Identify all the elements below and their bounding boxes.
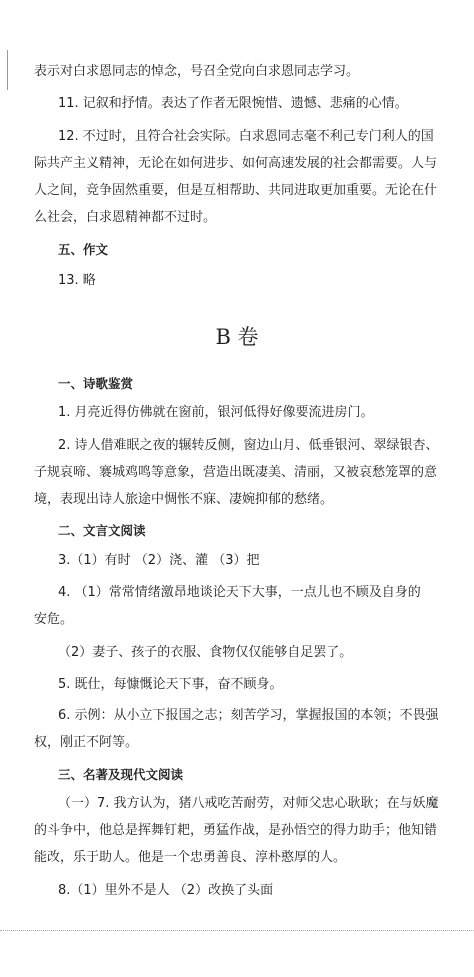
text-line: 际共产主义精神，无论在如何进步、如何高速发展的社会都需要。人与: [34, 156, 438, 171]
answer-13: 13. 略: [58, 273, 96, 288]
margin-rule: [7, 50, 8, 90]
answer-1: 1. 月亮近得仿佛就在窗前，银河低得好像要流进房门。: [58, 405, 374, 420]
answer-11: 11. 记叙和抒情。表达了作者无限惋惜、遗憾、悲痛的心情。: [58, 96, 408, 111]
answer-4: 4. （1）常常情绪激昂地谈论天下大事，一点儿也不顾及自身的: [58, 585, 421, 600]
section-heading: 二、文言文阅读: [58, 523, 146, 538]
text-line: 的斗争中，他总是挥舞钉耙，勇猛作战，是孙悟空的得力助手；他知错: [34, 823, 438, 838]
answer-7: （一）7. 我方认为，猪八戒吃苦耐劳，对师父忠心耿耿；在与妖魔: [58, 796, 439, 811]
answer-6: 6. 示例：从小立下报国之志；刻苦学习，掌握报国的本领；不畏强: [58, 708, 439, 723]
text-line: 权，刚正不阿等。: [34, 735, 139, 750]
answer-3: 3.（1）有时 （2）浇、灌 （3）把: [58, 553, 260, 568]
bottom-divider: [0, 930, 474, 931]
text-line: 安危。: [34, 612, 74, 627]
text-line: 子规哀啼、褰城鸡鸣等意象，营造出既凄美、清丽，又被哀愁笼罩的意: [34, 465, 438, 480]
text-line: 能改，乐于助人。他是一个忠勇善良、淳朴憨厚的人。: [34, 850, 347, 865]
text-line: 么社会，白求恩精神都不过时。: [34, 210, 217, 225]
answer-8: 8.（1）里外不是人 （2）改换了头面: [58, 883, 274, 898]
answer-5: 5. 既仕，每慷慨论天下事，奋不顾身。: [58, 677, 283, 692]
text-line: 表示对白求恩同志的悼念，号召全党向白求恩同志学习。: [34, 64, 360, 79]
answer-2: 2. 诗人借难眠之夜的辗转反侧，窗边山月、低垂银河、翠绿银杏、: [58, 438, 439, 453]
answer-12: 12. 不过时，且符合社会实际。白求恩同志毫不利己专门利人的国: [58, 129, 434, 144]
text-line: 人之间，竞争固然重要，但是互相帮助、共同进取更加重要。无论在什: [34, 183, 438, 198]
text-line: 境，表现出诗人旅途中惆怅不寐、凄婉抑郁的愁绪。: [34, 492, 334, 507]
answer-4-2: （2）妻子、孩子的衣服、食物仅仅能够自足罢了。: [58, 645, 353, 660]
section-heading: 五、作文: [58, 242, 109, 257]
section-heading: 三、名著及现代文阅读: [58, 767, 184, 782]
section-heading: 一、诗歌鉴赏: [58, 376, 134, 391]
section-title: B 卷: [215, 325, 259, 349]
